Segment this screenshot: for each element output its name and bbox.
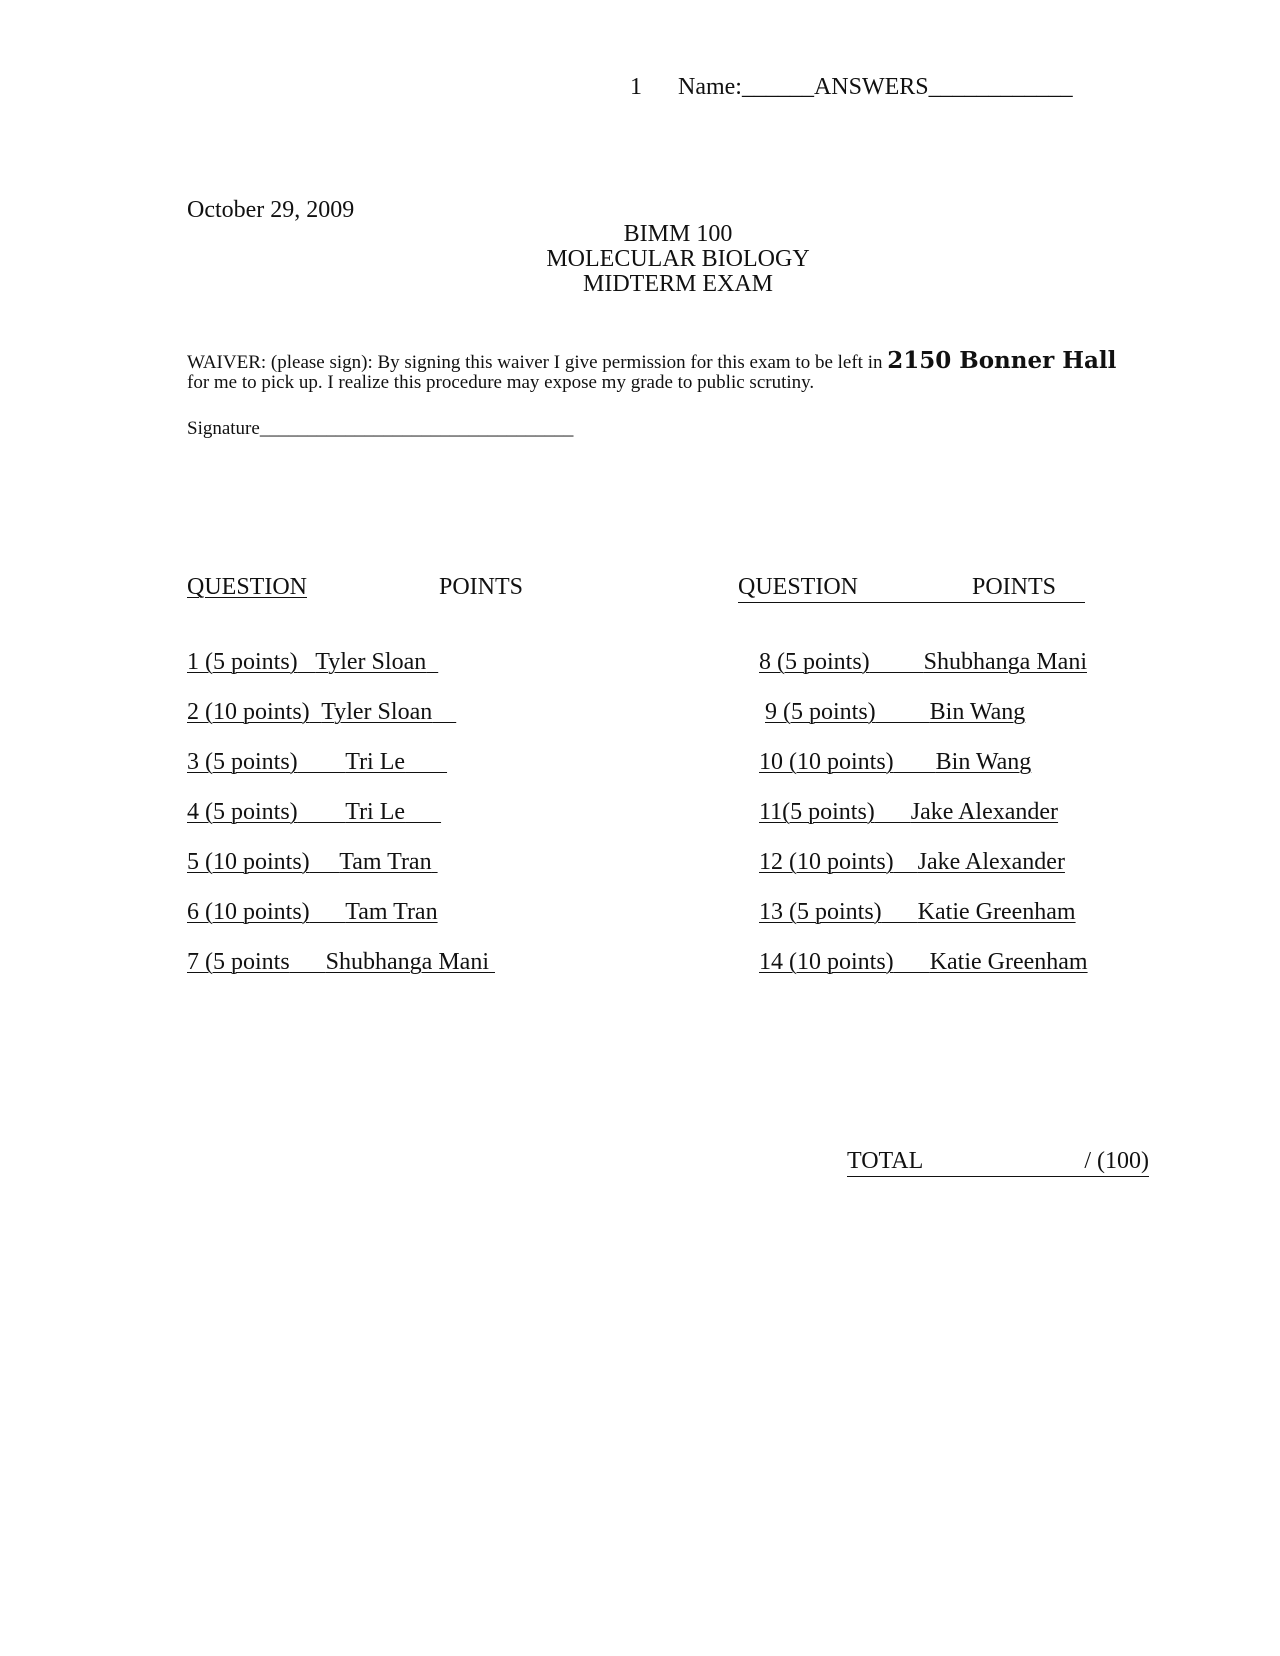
waiver-location: 2150 Bonner Hall [887,347,1117,374]
exam-title-block [0,222,1280,297]
grader-name: Tyler Sloan [315,649,427,675]
question-label: 10 (10 points) [759,749,894,775]
grader-name: Shubhanga Mani [325,949,489,975]
question-label: 5 (10 points) [187,849,310,875]
table-row [759,899,1076,926]
grader-name: Jake Alexander [917,849,1065,875]
question-label: 12 (10 points) [759,849,894,875]
signature-line[interactable]: Signature_________________________________ [187,418,574,439]
table-row [187,849,438,876]
waiver-line-2: for me to pick up. I realize this procedure may expose my grade to public scrutiny. [187,372,815,393]
table-row [187,649,438,676]
question-label: 7 (5 points [187,949,290,975]
grader-name: Katie Greenham [929,949,1088,975]
table-row [759,749,1031,776]
grader-name: Bin Wang [935,749,1032,775]
right-header-question: QUESTION [738,574,858,600]
grader-name: Jake Alexander [910,799,1059,825]
table-row [759,649,1087,676]
grader-name: Tam Tran [345,899,438,925]
table-row [187,699,456,726]
question-label: 9 (5 points) [765,699,876,725]
question-label: 1 (5 points) [187,649,298,675]
total-label: TOTAL [847,1148,924,1174]
waiver-line-1 [187,347,1116,374]
table-row [187,949,495,976]
table-row [759,949,1088,976]
page-number: 1 [630,74,642,100]
table-row [759,849,1065,876]
question-label: 13 (5 points) [759,899,882,925]
grader-name: Katie Greenham [917,899,1076,925]
name-line: Name:______ANSWERS____________ [678,74,1073,100]
question-label: 14 (10 points) [759,949,894,975]
table-row [187,749,447,776]
waiver-text-1: WAIVER: (please sign): By signing this waiver I give permission for this exam to be left in [187,352,888,373]
table-row [187,799,441,826]
question-label: 11(5 points) [759,799,875,825]
question-label: 4 (5 points) [187,799,298,825]
grader-name: Tri Le [345,749,406,775]
grader-name: Bin Wang [929,699,1026,725]
total-line [847,1148,1149,1177]
question-label: 2 (10 points) [187,699,310,725]
right-header [738,574,1085,603]
total-max: / (100) [1084,1148,1149,1174]
course-code: BIMM 100 [623,221,733,247]
left-header-question: QUESTION [187,574,307,600]
left-header [187,574,527,601]
grader-name: Shubhanga Mani [923,649,1087,675]
course-subject: MOLECULAR BIOLOGY [546,246,810,272]
question-label: 8 (5 points) [759,649,870,675]
left-header-points: POINTS [439,574,524,600]
question-label: 3 (5 points) [187,749,298,775]
grader-name: Tri Le [345,799,406,825]
exam-date: October 29, 2009 [187,197,355,223]
table-row [759,799,1058,826]
grader-name: Tyler Sloan [321,699,433,725]
question-label: 6 (10 points) [187,899,310,925]
grader-name: Tam Tran [339,849,432,875]
right-header-points: POINTS [972,574,1057,600]
exam-type: MIDTERM EXAM [583,271,773,297]
table-row [765,699,1025,726]
table-row [187,899,438,926]
